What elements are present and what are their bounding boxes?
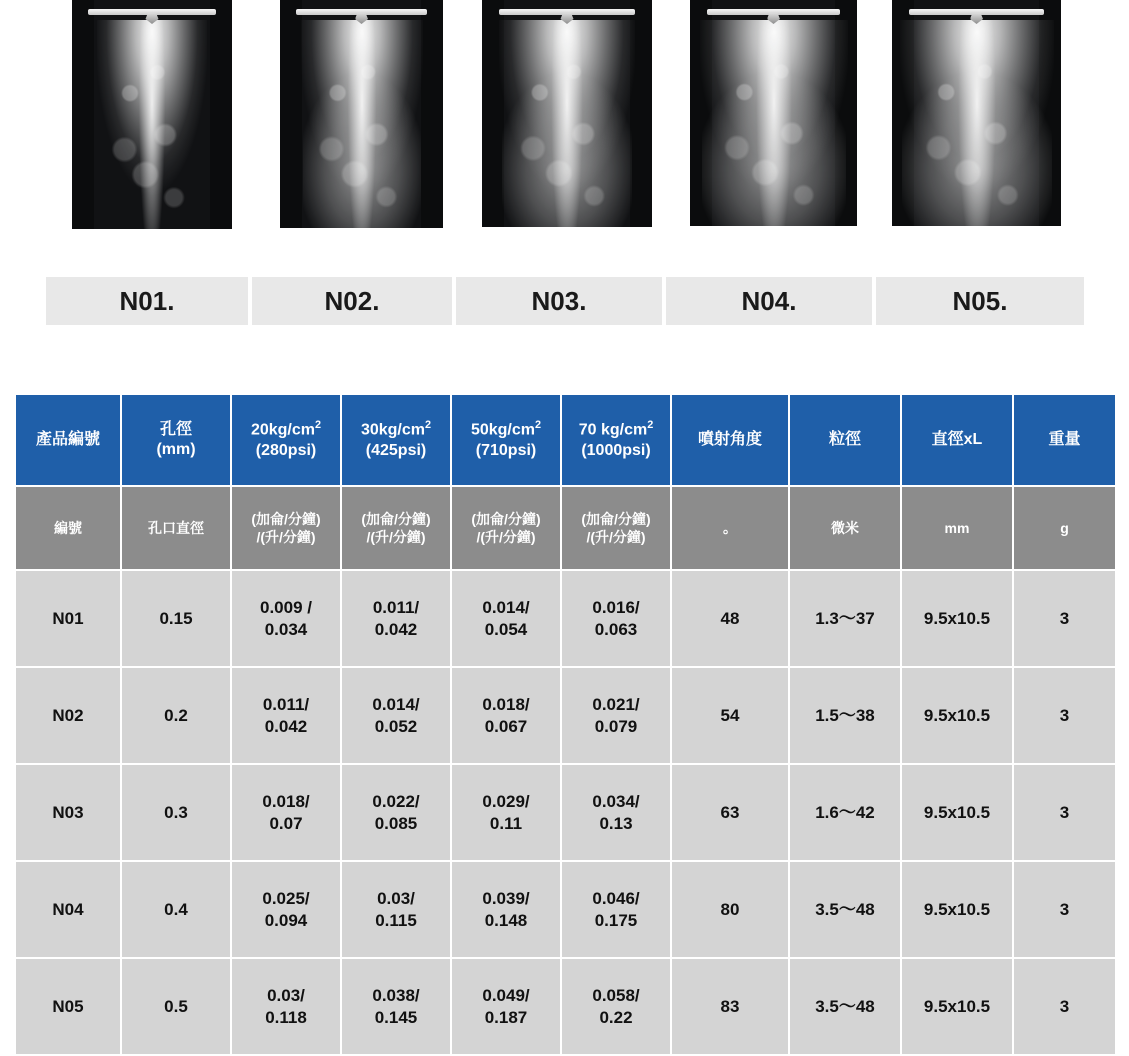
- cell-model: N05: [15, 958, 121, 1055]
- cell-spray-angle: 48: [671, 570, 789, 667]
- nozzle-caption-n02: N02.: [252, 277, 452, 325]
- cell-spray-angle: 63: [671, 764, 789, 861]
- cell-droplet-size: 3.5～48: [789, 958, 901, 1055]
- nozzle-photo-cell: [206, 0, 412, 232]
- cell-flow-70kg: 0.021/ 0.079: [561, 667, 671, 764]
- table-row: [15, 861, 1116, 958]
- header-pressure-30kg: $30kg/cm^2$ (425psi): [341, 394, 451, 486]
- cell-orifice: 0.5: [121, 958, 231, 1055]
- nozzle-caption-n04: N04.: [666, 277, 872, 325]
- header-row-sub: [15, 486, 1116, 570]
- spray-plume: [900, 20, 1054, 226]
- cell-droplet-size: 1.3～37: [789, 570, 901, 667]
- cell-flow-30kg: 0.038/ 0.145: [341, 958, 451, 1055]
- cell-dimensions: 9.5x10.5: [901, 861, 1013, 958]
- table-row: [15, 570, 1116, 667]
- nozzle-photo-strip: [0, 0, 1129, 232]
- cell-droplet-size: 3.5～48: [789, 861, 901, 958]
- header-weight: 重量: [1013, 394, 1116, 486]
- cell-flow-30kg: 0.022/ 0.085: [341, 764, 451, 861]
- cell-dimensions: 9.5x10.5: [901, 667, 1013, 764]
- cell-flow-50kg: 0.039/ 0.148: [451, 861, 561, 958]
- cell-flow-30kg: 0.014/ 0.052: [341, 667, 451, 764]
- subheader-flow-50kg: (加侖/分鐘) /(升/分鐘): [451, 486, 561, 570]
- cell-flow-30kg: 0.03/ 0.115: [341, 861, 451, 958]
- cell-orifice: 0.2: [121, 667, 231, 764]
- table-row: [15, 667, 1116, 764]
- header-pressure-70kg: 70 $kg/cm^2$ (1000psi): [561, 394, 671, 486]
- cell-model: N03: [15, 764, 121, 861]
- cell-weight: 3: [1013, 570, 1116, 667]
- header-droplet-size: 粒徑: [789, 394, 901, 486]
- nozzle-caption-n05: N05.: [876, 277, 1084, 325]
- cell-weight: 3: [1013, 764, 1116, 861]
- photo-side-bar-left: [280, 0, 302, 228]
- nozzle-spray-photo-n05: [892, 0, 1061, 226]
- cell-flow-70kg: 0.016/ 0.063: [561, 570, 671, 667]
- cell-orifice: 0.3: [121, 764, 231, 861]
- cell-flow-20kg: 0.018/ 0.07: [231, 764, 341, 861]
- cell-flow-20kg: 0.03/ 0.118: [231, 958, 341, 1055]
- header-pressure-50kg: $50kg/cm^2$ (710psi): [451, 394, 561, 486]
- cell-flow-50kg: 0.014/ 0.054: [451, 570, 561, 667]
- subheader-droplet-unit: 微米: [789, 486, 901, 570]
- spec-table-body: [15, 570, 1116, 1055]
- nozzle-caption-n01: N01.: [46, 277, 248, 325]
- cell-orifice: 0.4: [121, 861, 231, 958]
- cell-spray-angle: 80: [671, 861, 789, 958]
- cell-flow-70kg: 0.058/ 0.22: [561, 958, 671, 1055]
- cell-flow-20kg: 0.009 / 0.034: [231, 570, 341, 667]
- cell-spray-angle: 83: [671, 958, 789, 1055]
- header-row-main: [15, 394, 1116, 486]
- header-model: 產品編號: [15, 394, 121, 486]
- cell-flow-20kg: 0.025/ 0.094: [231, 861, 341, 958]
- cell-weight: 3: [1013, 861, 1116, 958]
- header-dimensions: 直徑xL: [901, 394, 1013, 486]
- subheader-orifice: 孔口直徑: [121, 486, 231, 570]
- nozzle-spec-table: [14, 393, 1117, 1056]
- cell-model: N04: [15, 861, 121, 958]
- table-row: [15, 958, 1116, 1055]
- cell-orifice: 0.15: [121, 570, 231, 667]
- cell-flow-50kg: 0.049/ 0.187: [451, 958, 561, 1055]
- cell-flow-50kg: 0.029/ 0.11: [451, 764, 561, 861]
- cell-droplet-size: 1.6～42: [789, 764, 901, 861]
- nozzle-caption-row: [0, 277, 1129, 325]
- spray-plume: [499, 20, 635, 227]
- header-spray-angle: 噴射角度: [671, 394, 789, 486]
- subheader-weight-unit: g: [1013, 486, 1116, 570]
- cell-dimensions: 9.5x10.5: [901, 958, 1013, 1055]
- cell-dimensions: 9.5x10.5: [901, 570, 1013, 667]
- subheader-flow-70kg: (加侖/分鐘) /(升/分鐘): [561, 486, 671, 570]
- subheader-dimensions-unit: mm: [901, 486, 1013, 570]
- nozzle-photo-cell: [412, 0, 618, 232]
- nozzle-photo-cell: [0, 0, 206, 232]
- cell-flow-70kg: 0.046/ 0.175: [561, 861, 671, 958]
- cell-model: N01: [15, 570, 121, 667]
- cell-dimensions: 9.5x10.5: [901, 764, 1013, 861]
- spray-plume: [301, 20, 423, 228]
- cell-spray-angle: 54: [671, 667, 789, 764]
- subheader-flow-20kg: (加侖/分鐘) /(升/分鐘): [231, 486, 341, 570]
- cell-weight: 3: [1013, 667, 1116, 764]
- subheader-flow-30kg: (加侖/分鐘) /(升/分鐘): [341, 486, 451, 570]
- cell-weight: 3: [1013, 958, 1116, 1055]
- header-orifice: 孔徑 (mm): [121, 394, 231, 486]
- cell-flow-20kg: 0.011/ 0.042: [231, 667, 341, 764]
- header-pressure-20kg: $20kg/cm^2$ (280psi): [231, 394, 341, 486]
- table-row: [15, 764, 1116, 861]
- subheader-angle-unit: 。: [671, 486, 789, 570]
- cell-flow-50kg: 0.018/ 0.067: [451, 667, 561, 764]
- cell-flow-30kg: 0.011/ 0.042: [341, 570, 451, 667]
- cell-droplet-size: 1.5～38: [789, 667, 901, 764]
- cell-flow-70kg: 0.034/ 0.13: [561, 764, 671, 861]
- cell-model: N02: [15, 667, 121, 764]
- spray-plume: [97, 20, 207, 229]
- spec-table-wrapper: [14, 393, 1115, 1056]
- nozzle-caption-n03: N03.: [456, 277, 662, 325]
- subheader-model: 編號: [15, 486, 121, 570]
- photo-side-bar-left: [72, 0, 94, 229]
- nozzle-photo-cell: [824, 0, 1030, 232]
- nozzle-photo-cell: [618, 0, 824, 232]
- spec-table-head: [15, 394, 1116, 570]
